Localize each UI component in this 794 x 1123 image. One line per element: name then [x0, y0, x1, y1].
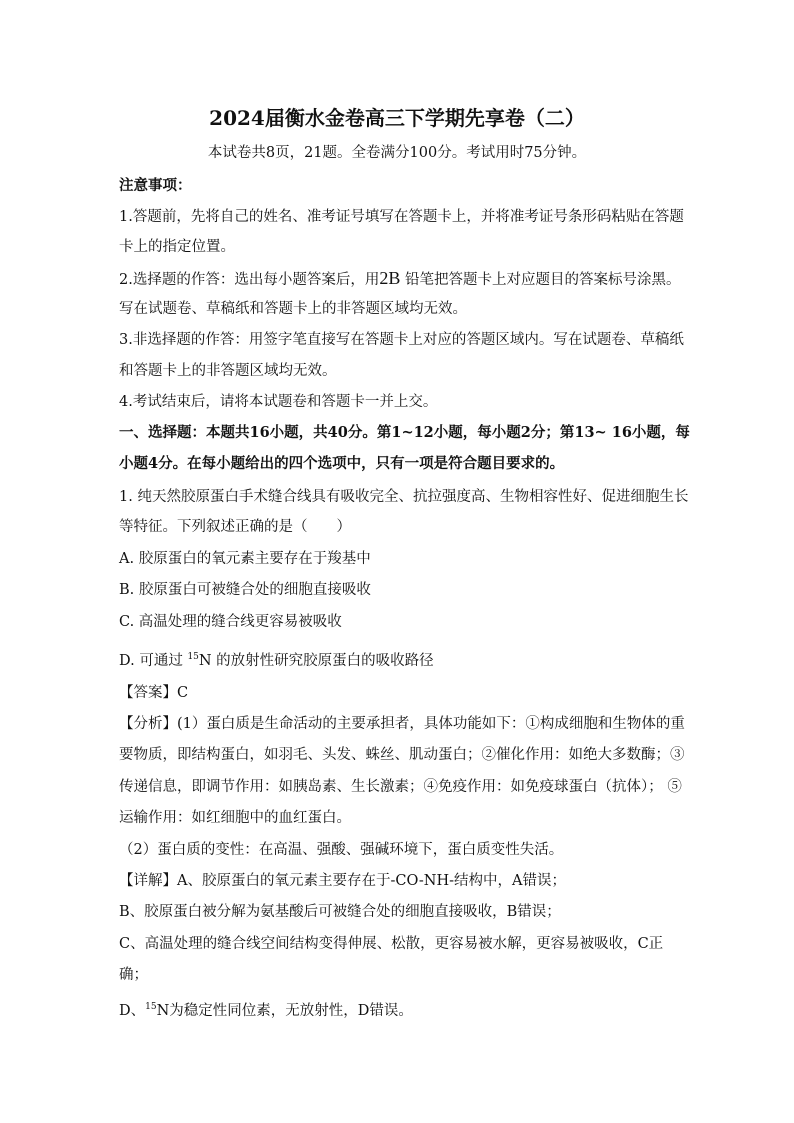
detail-isotope-mass-number: 15 — [145, 1002, 157, 1012]
analysis-line-3: 传递信息，即调节作用：如胰岛素、生长激素；④免疫作用：如免疫球蛋白（抗体）； ⑤ — [119, 779, 682, 795]
notice-item-2-line-1 — [119, 268, 680, 290]
notice-item-2-line-2: 写在试题卷、草稿纸和答题卡上的非答题区域均无效。 — [119, 301, 467, 317]
analysis-line-1: 【分析】(1）蛋白质是生命活动的主要承担者，具体功能如下：①构成细胞和生物体的重 — [119, 716, 685, 732]
detail-line-2: B、胶原蛋白被分解为氨基酸后可被缝合处的细胞直接吸收，B错误； — [119, 904, 561, 920]
detail-line-5-pre: D、 — [119, 1003, 146, 1019]
section-heading-line-1: 一、选择题：本题共16小题，共40分。第1~12小题，每小题2分；第13~ 16小题，每 — [119, 424, 690, 441]
analysis-line-5: （2）蛋白质的变性：在高温、强酸、强碱环境下，蛋白质变性失活。 — [119, 842, 564, 858]
detail-line-5 — [119, 997, 413, 1021]
section-heading-line-2: 小题4分。在每小题给出的四个选项中，只有一项是符合题目要求的。 — [119, 455, 565, 472]
option-a: A. 胶原蛋白的氧元素主要存在于羧基中 — [119, 551, 371, 567]
option-b: B. 胶原蛋白可被缝合处的细胞直接吸收 — [119, 582, 371, 598]
notice-item-2-text-pre: 2.选择题的作答：选出每小题答案后，用 — [119, 272, 380, 288]
notice-item-1-line-2: 卡上的指定位置。 — [119, 239, 235, 255]
question-1-stem-line-1: 1. 纯天然胶原蛋白手术缝合线具有吸收完全、抗拉强度高、生物相容性好、促进细胞生长 — [119, 489, 689, 505]
option-d — [119, 647, 434, 671]
pencil-grade: 2B — [379, 268, 401, 288]
detail-line-3: C、高温处理的缝合线空间结构变得伸展、松散，更容易被水解，更容易被吸收，C正 — [119, 936, 664, 952]
option-c: C. 高温处理的缝合线更容易被吸收 — [119, 614, 342, 630]
notice-item-2-text-post: 铅笔把答题卡上对应题目的答案标号涂黑。 — [400, 272, 681, 288]
detail-line-5-post: N为稳定性同位素，无放射性，D错误。 — [156, 1003, 413, 1019]
notice-item-3-line-1: 3.非选择题的作答：用签字笔直接写在答题卡上对应的答题区域内。写在试题卷、草稿纸 — [119, 332, 684, 348]
answer-line: 【答案】C — [119, 685, 189, 701]
analysis-line-4: 运输作用：如红细胞中的血红蛋白。 — [119, 810, 351, 826]
notice-item-4: 4.考试结束后，请将本试题卷和答题卡一并上交。 — [119, 394, 438, 410]
detail-line-4: 确； — [119, 967, 148, 983]
exam-info: 本试卷共8页，21题。全卷满分100分。考试用时75分钟。 — [207, 145, 587, 161]
notice-item-1-line-1: 1.答题前，先将自己的姓名、准考证号填写在答题卡上，并将准考证号条形码粘贴在答题 — [119, 209, 684, 225]
notice-item-3-line-2: 和答题卡上的非答题区域均无效。 — [119, 363, 337, 379]
question-1-stem-line-2: 等特征。下列叙述正确的是（ ） — [119, 519, 351, 535]
analysis-line-2: 要物质，即结构蛋白，如羽毛、头发、蛛丝、肌动蛋白；②催化作用：如绝大多数酶；③ — [119, 747, 685, 763]
notice-heading: 注意事项： — [119, 177, 192, 194]
option-d-text-pre: D. 可通过 — [119, 653, 188, 669]
isotope-symbol: N — [198, 653, 212, 669]
page-title: 2024届衡水金卷高三下学期先享卷（二） — [209, 106, 585, 130]
isotope-mass-number: 15 — [187, 652, 199, 662]
option-d-text-post: 的放射性研究胶原蛋白的吸收路径 — [211, 653, 434, 669]
detail-line-1: 【详解】A、胶原蛋白的氧元素主要存在于-CO-NH-结构中，A错误； — [119, 873, 566, 889]
